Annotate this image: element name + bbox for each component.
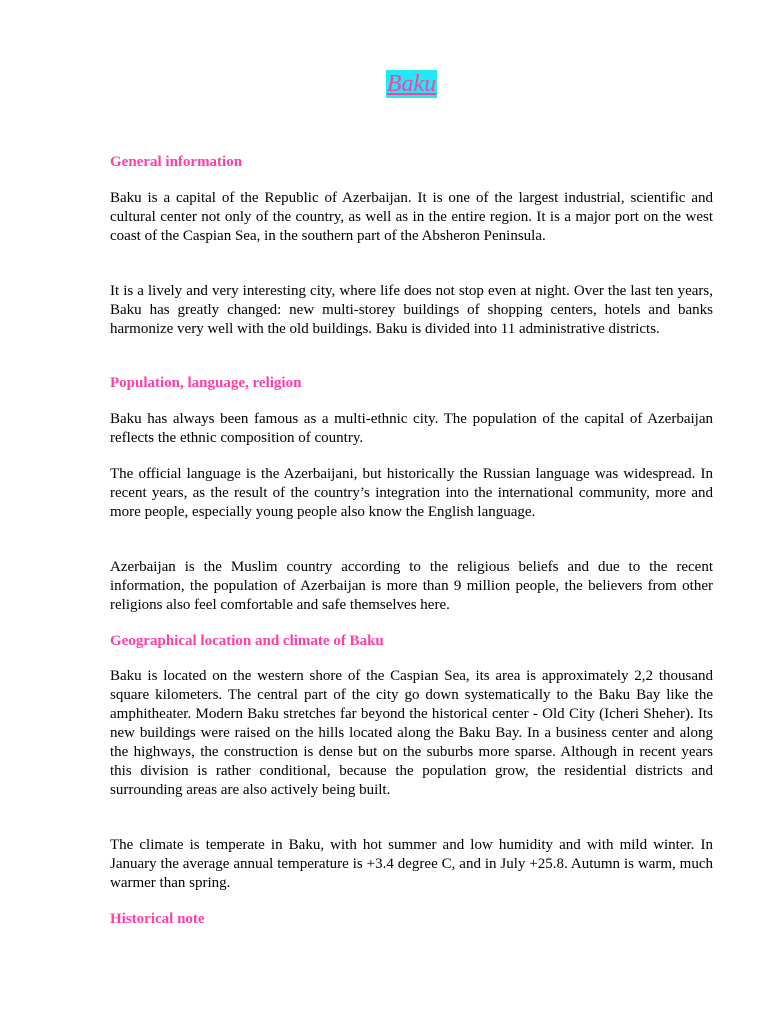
heading-general-information: General information: [110, 154, 243, 170]
paragraph-population-3: Azerbaijan is the Muslim country according to the religious beliefs and due to the recent information, the population of Azerbaijan is more than 9 million people, the believers from other religions also feel comfortable and safe themselves here.: [110, 559, 713, 613]
paragraph-general-1: Baku is a capital of the Republic of Azerbaijan. It is one of the largest industrial, scientific and cultural center not only of the country, as well as in the entire region. It is a major port on the west coast of the Caspian Sea, in the southern part of the Absheron Peninsula.: [110, 190, 713, 244]
paragraph-general-2: It is a lively and very interesting city, where life does not stop even at night. Over the last ten years, Baku has greatly changed: new multi-storey buildings of shopping centers, hotels and banks harmonize very well with the old buildings. Baku is divided into 11 administrative districts.: [110, 283, 713, 337]
heading-geography-climate: Geographical location and climate of Baku: [110, 633, 384, 649]
paragraph-geography-1: Baku is located on the western shore of the Caspian Sea, its area is approximately 2,2 thousand square kilometers. The central part of the city go down systematically to the Baku Bay like the amphitheater. Modern Baku stretches far beyond the historical center - Old City (Icheri Sheher). Its new buildings were raised on the hills located along the Baku Bay. In a business center and along the highways, the construction is dense but on the suburbs more sparse. Although in recent years this division is rather conditional, because the population grow, the residential districts and surrounding areas are also actively being built.: [110, 668, 713, 798]
heading-historical-note: Historical note: [110, 911, 205, 927]
heading-population: Population, language, religion: [110, 375, 302, 391]
paragraph-population-2: The official language is the Azerbaijani, but historically the Russian language was widespread. In recent years, as the result of the country’s integration into the international community, more and more people, especially young people also know the English language.: [110, 466, 713, 520]
paragraph-population-1: Baku has always been famous as a multi-ethnic city. The population of the capital of Azerbaijan reflects the ethnic composition of country.: [110, 411, 713, 446]
paragraph-geography-2: The climate is temperate in Baku, with hot summer and low humidity and with mild winter. In January the average annual temperature is +3.4 degree C, and in July +25.8. Autumn is warm, much warmer than spring.: [110, 837, 713, 891]
title-wrapper: [110, 70, 713, 98]
document-title: Baku: [386, 71, 437, 97]
